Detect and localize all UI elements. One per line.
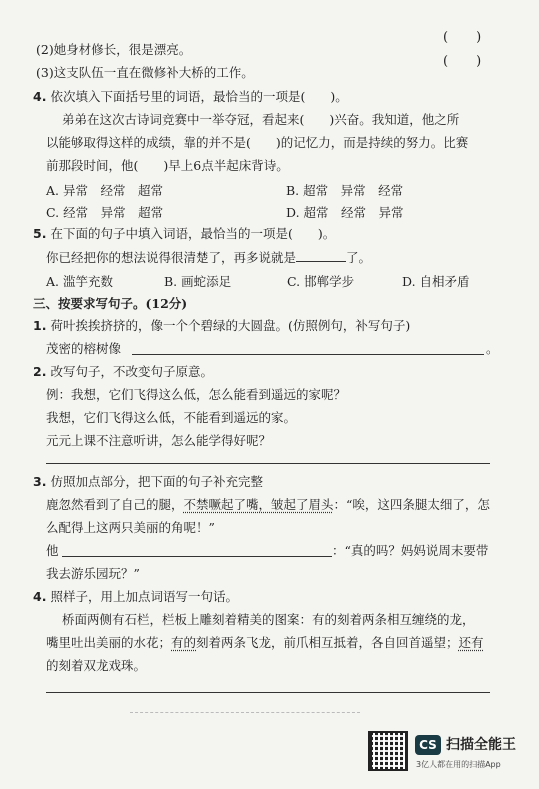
dotted-emphasis: 不禁噘起了嘴，皱起了眉头 — [183, 497, 334, 512]
option-c: C. 邯郸学步 — [287, 274, 355, 289]
item-2-text: (2)她身材修长，很是漂亮。 — [36, 42, 192, 57]
answer-line[interactable] — [62, 556, 332, 557]
task-4-passage: 嘴里吐出美丽的水花；有的刻着两条飞龙，前爪相互抵着，各自回首遥望；还有 — [46, 635, 484, 650]
task-3-answer-line2: 我去游乐园玩？” — [46, 566, 140, 581]
option-a: A. 滥竽充数 — [46, 274, 113, 289]
scanner-subtitle: 3亿人都在用的扫描App — [416, 760, 501, 769]
option-c: C. 经常 异常 超常 — [46, 205, 164, 220]
task-1-end: 。 — [486, 341, 499, 356]
question-number: 5. — [33, 226, 47, 241]
task-2-example-answer: 我想，它们飞得这么低，不能看到遥远的家。 — [46, 410, 297, 425]
qr-code-icon — [368, 731, 408, 771]
answer-line[interactable] — [46, 692, 490, 693]
option-d: D. 超常 经常 异常 — [286, 205, 404, 220]
option-b: B. 超常 异常 经常 — [286, 183, 404, 198]
fill-blank[interactable] — [296, 249, 346, 262]
option-b: B. 画蛇添足 — [164, 274, 232, 289]
task-1: 1. 荷叶挨挨挤挤的，像一个个碧绿的大圆盘。(仿照例句，补写句子) — [33, 318, 411, 333]
dotted-emphasis: 有的 — [171, 635, 197, 650]
task-3-passage: 鹿忽然看到了自己的腿，不禁噘起了嘴，皱起了眉头：“唉，这四条腿太细了，怎 — [46, 497, 490, 512]
task-4: 4. 照样子，用上加点词语写一句话。 — [33, 589, 238, 604]
passage-line: 以能够取得这样的成绩，靠的并不是( )的记忆力，而是持续的努力。比赛 — [46, 135, 469, 150]
item-3-text: (3)这支队伍一直在微修补大桥的工作。 — [36, 65, 254, 80]
task-3-answer-quote: ：“真的吗？妈妈说周末要带 — [332, 543, 489, 558]
question-number: 4. — [33, 89, 47, 104]
task-4-passage: 桥面两侧有石栏，栏板上雕刻着精美的图案：有的刻着两条相互缠绕的龙， — [62, 612, 475, 627]
question-5-sentence: 你已经把你的想法说得很清楚了，再多说就是 了。 — [46, 250, 372, 265]
task-1-starter: 茂密的榕树像 — [46, 341, 122, 356]
dotted-emphasis: 还有 — [458, 635, 484, 650]
question-5 — [33, 226, 335, 242]
section-title: 三、按要求写句子。(12分) — [33, 296, 188, 311]
passage-line: 弟弟在这次古诗词竞赛中一举夺冠，看起来( )兴奋。我知道，他之所 — [62, 112, 460, 127]
task-4-passage: 的刻着双龙戏珠。 — [46, 658, 147, 673]
passage-line: 前那段时间，他( )早上6点半起床背诗。 — [46, 158, 289, 173]
answer-line[interactable] — [46, 463, 490, 464]
answer-paren-3: ( ) — [443, 54, 482, 69]
task-2: 2. 改写句子，不改变句子原意。 — [33, 364, 213, 379]
task-2-example: 例：我想，它们飞得这么低，怎么能看到遥远的家呢？ — [46, 387, 347, 402]
question-4 — [33, 89, 348, 105]
task-2-question: 元元上课不注意听讲，怎么能学得好呢？ — [46, 433, 272, 448]
answer-paren-2: ( ) — [443, 30, 482, 45]
option-d: D. 自相矛盾 — [402, 274, 470, 289]
scanner-title: 扫描全能王 — [446, 737, 516, 753]
camscanner-logo: CS — [415, 735, 441, 755]
question-prompt: 依次填入下面括号里的词语，最恰当的一项是( )。 — [50, 89, 348, 104]
answer-line[interactable] — [132, 354, 484, 355]
option-a: A. 异常 经常 超常 — [46, 183, 163, 198]
question-prompt: 在下面的句子中填入词语，最恰当的一项是( )。 — [50, 226, 336, 241]
faint-answer-line — [130, 712, 360, 713]
task-3: 3. 仿照加点部分，把下面的句子补充完整 — [33, 474, 263, 489]
task-3-passage: 么配得上这两只美丽的角呢！” — [46, 520, 215, 535]
task-3-answer-start: 他 — [46, 543, 59, 558]
